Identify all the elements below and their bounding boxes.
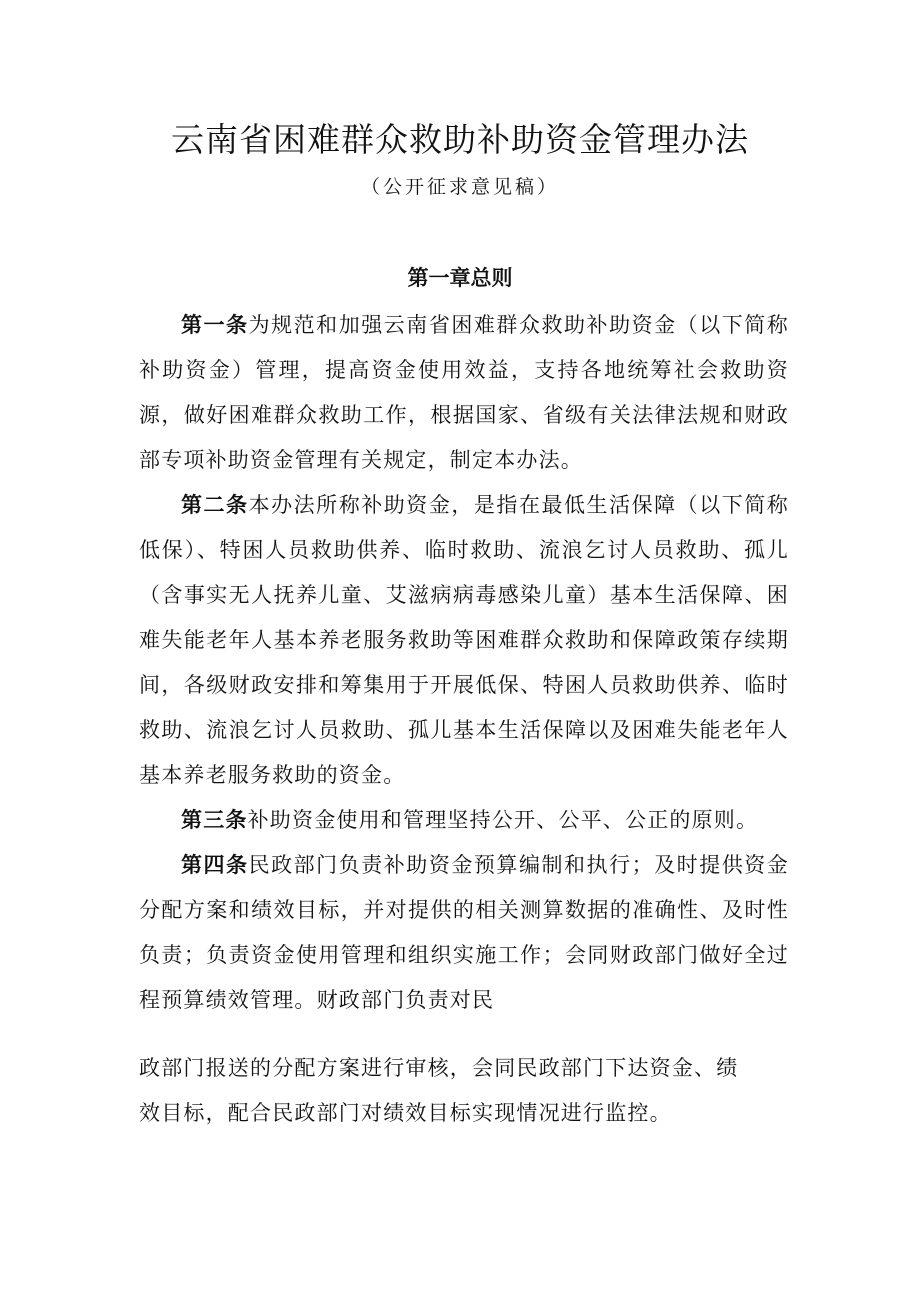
document-subtitle: （公开征求意见稿） bbox=[360, 176, 559, 198]
article-text: 为规范和加强云南省困难群众救助补助资金（以下简称补助资金）管理，提高资金使用效益，支持各地统筹社会救助资源，做好困难群众救助工作，根据国家、省级有关法律法规和财政部专项补助资金管理有关规定，制定本办法。 bbox=[139, 313, 789, 472]
document-title: 云南省困难群众救助补助资金管理办法 bbox=[171, 120, 749, 159]
article-label: 第二条 bbox=[181, 493, 249, 517]
continuation-line: 效目标，配合民政部门对绩效目标实现情况进行监控。 bbox=[139, 1101, 672, 1125]
document-body bbox=[139, 303, 789, 1023]
continuation-line: 政部门报送的分配方案进行审核，会同民政部门下达资金、绩 bbox=[139, 1056, 739, 1080]
article-text: 民政部门负责补助资金预算编制和执行；及时提供资金分配方案和绩效目标，并对提供的相关测算数据的准确性、及时性负责；负责资金使用管理和组织实施工作；会同财政部门做好全过程预算绩效管理。财政部门负责对民 bbox=[139, 853, 789, 1012]
article-label: 第一条 bbox=[181, 313, 249, 337]
article-3 bbox=[139, 798, 789, 843]
chapter-heading: 第一章总则 bbox=[407, 266, 513, 290]
article-1 bbox=[139, 303, 789, 483]
article-4-continuation bbox=[139, 1046, 789, 1136]
article-label: 第三条 bbox=[181, 808, 248, 832]
article-text: 补助资金使用和管理坚持公开、公平、公正的原则。 bbox=[247, 808, 759, 832]
article-2 bbox=[139, 483, 789, 798]
article-text: 本办法所称补助资金，是指在最低生活保障（以下简称低保）、特困人员救助供养、临时救助、流浪乞讨人员救助、孤儿（含事实无人抚养儿童、艾滋病病毒感染儿童）基本生活保障、困难失能老年人基本养老服务救助等困难群众救助和保障政策存续期间，各级财政安排和筹集用于开展低保、特困人员救助供养、临时救助、流浪乞讨人员救助、孤儿基本生活保障以及困难失能老年人基本养老服务救助的资金。 bbox=[139, 493, 789, 787]
article-4 bbox=[139, 843, 789, 1023]
article-label: 第四条 bbox=[181, 853, 249, 877]
